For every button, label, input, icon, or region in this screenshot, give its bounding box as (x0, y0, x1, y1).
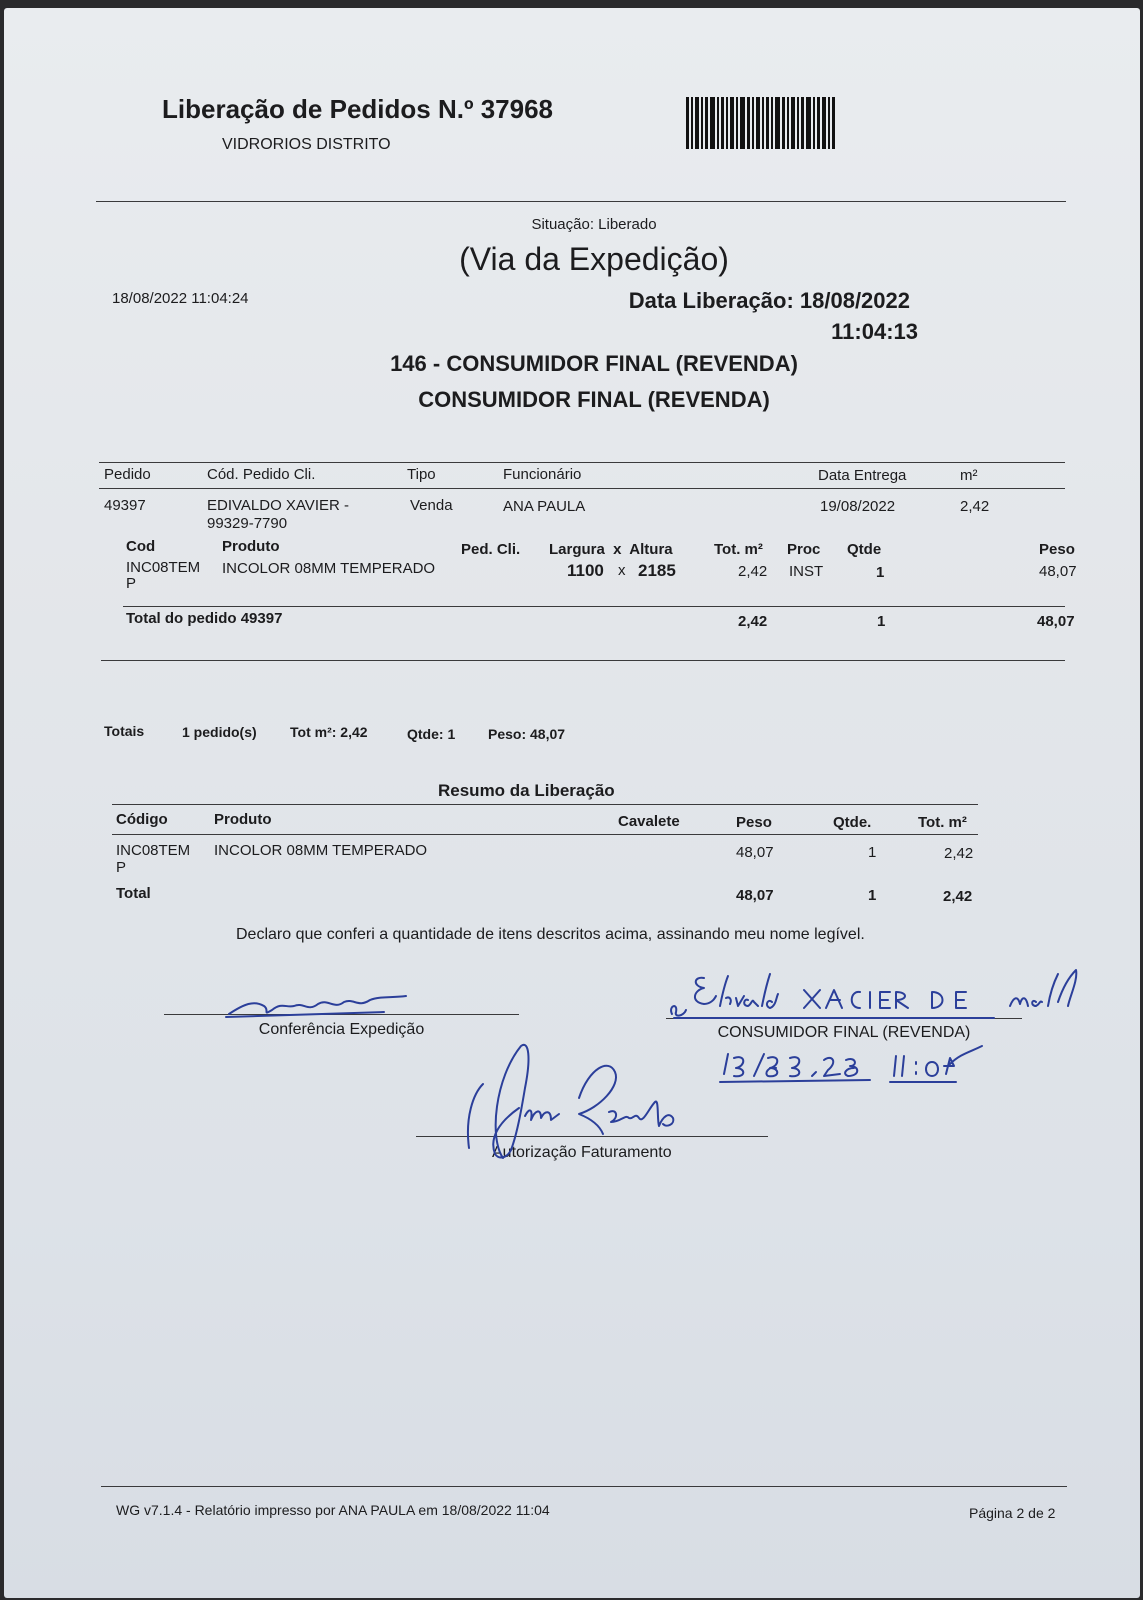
item-total-line (123, 606, 1065, 607)
status-label: Situação: Liberado (531, 216, 657, 233)
item-x-separator: x (618, 562, 626, 579)
summary-total-peso: 48,07 (736, 887, 774, 904)
item-tot-m2: 2,42 (738, 563, 768, 580)
summary-title: Resumo da Liberação (438, 781, 615, 800)
col-header-pedido: Pedido (104, 466, 151, 483)
order-pedido: 49397 (104, 497, 146, 514)
order-total-label: Total do pedido 49397 (126, 610, 283, 627)
signature-label-conferencia: Conferência Expedição (258, 1021, 425, 1038)
order-table-bottom-line (101, 660, 1065, 661)
summary-produto: INCOLOR 08MM TEMPERADO (214, 842, 428, 859)
order-data-entrega: 19/08/2022 (820, 498, 896, 515)
summary-qtde: 1 (868, 844, 877, 861)
col-header-data-entrega: Data Entrega (818, 467, 907, 484)
summary-total-qtde: 1 (868, 887, 877, 904)
summary-header-peso: Peso (736, 814, 772, 831)
summary-peso: 48,07 (736, 844, 774, 861)
signature-label-consumidor: CONSUMIDOR FINAL (REVENDA) (717, 1024, 971, 1041)
item-header-cod: Cod (126, 538, 156, 555)
signature-label-autorizacao: Autorização Faturamento (492, 1144, 672, 1161)
via-label: (Via da Expedição) (459, 241, 729, 277)
item-qtde: 1 (876, 564, 885, 581)
item-cod-line1: INC08TEM (126, 559, 201, 576)
document-title: Liberação de Pedidos N.º 37968 (162, 94, 553, 124)
company-name: VIDRORIOS DISTRITO (222, 136, 391, 153)
summary-header-line (112, 834, 978, 835)
item-header-tot-m2: Tot. m² (714, 541, 763, 558)
summary-header-produto: Produto (214, 811, 272, 828)
totals-m2: Tot m²: 2,42 (290, 724, 368, 740)
item-produto: INCOLOR 08MM TEMPERADO (222, 560, 436, 577)
handwritten-date (720, 1044, 1010, 1108)
summary-header-tot-m2: Tot. m² (918, 814, 967, 831)
summary-header-qtde: Qtde. (833, 814, 872, 831)
document-page (4, 8, 1140, 1598)
item-header-largura-altura: Largura x Altura (549, 541, 673, 558)
ana-paula-signature (459, 1038, 689, 1178)
summary-codigo-line2: P (116, 859, 127, 876)
declaration-text: Declaro que conferi a quantidade de itens descritos acima, assinando meu nome legível. (236, 926, 865, 943)
col-header-tipo: Tipo (407, 466, 436, 483)
summary-top-line (112, 804, 978, 805)
release-time: 11:04:13 (831, 319, 918, 344)
totals-label: Totais (104, 723, 145, 739)
order-table-top-line (99, 462, 1065, 463)
order-m2: 2,42 (960, 498, 990, 515)
totals-qtde: Qtde: 1 (407, 726, 456, 742)
consumer-handwritten-signature (664, 966, 1104, 1026)
summary-codigo-line1: INC08TEM (116, 842, 191, 859)
order-total-m2: 2,42 (738, 613, 768, 630)
summary-total-tot-m2: 2,42 (943, 888, 973, 905)
summary-total-label: Total (116, 885, 151, 902)
order-cod-pedido-cli-line2: 99329-7790 (207, 515, 288, 532)
footer-print-info: WG v7.1.4 - Relatório impresso por ANA PAULA em 18/08/2022 11:04 (116, 1502, 550, 1518)
order-table-header-line (99, 488, 1065, 489)
release-date: Data Liberação: 18/08/2022 (628, 288, 910, 313)
summary-header-cavalete: Cavalete (618, 813, 680, 830)
footer-page-number: Página 2 de 2 (969, 1505, 1056, 1521)
summary-tot-m2: 2,42 (944, 845, 974, 862)
order-funcionario: ANA PAULA (503, 498, 586, 515)
client-name: CONSUMIDOR FINAL (REVENDA) (418, 387, 770, 412)
item-header-peso: Peso (1039, 541, 1075, 558)
col-header-funcionario: Funcionário (503, 466, 582, 483)
item-peso: 48,07 (1039, 563, 1077, 580)
item-header-produto: Produto (222, 538, 280, 555)
totals-peso: Peso: 48,07 (488, 726, 566, 742)
item-header-ped-cli: Ped. Cli. (461, 541, 521, 558)
totals-pedidos: 1 pedido(s) (182, 724, 257, 740)
item-largura: 1100 (567, 561, 604, 580)
conferencia-signature (224, 990, 414, 1020)
summary-header-codigo: Código (116, 811, 168, 828)
footer-divider (101, 1486, 1067, 1487)
header-divider (96, 201, 1066, 202)
item-header-proc: Proc (787, 541, 821, 558)
order-cod-pedido-cli-line1: EDIVALDO XAVIER - (207, 497, 349, 514)
item-cod-line2: P (126, 575, 137, 592)
item-header-qtde: Qtde (847, 541, 882, 558)
barcode (686, 97, 861, 149)
order-total-peso: 48,07 (1037, 613, 1075, 630)
client-code-name: 146 - CONSUMIDOR FINAL (REVENDA) (390, 351, 798, 376)
order-tipo: Venda (410, 497, 453, 514)
print-datetime: 18/08/2022 11:04:24 (112, 290, 249, 307)
col-header-cod-pedido-cli: Cód. Pedido Cli. (207, 466, 316, 483)
item-proc: INST (789, 563, 824, 580)
item-altura: 2185 (638, 561, 676, 580)
col-header-m2: m² (960, 467, 978, 484)
order-total-qtde: 1 (877, 613, 886, 630)
